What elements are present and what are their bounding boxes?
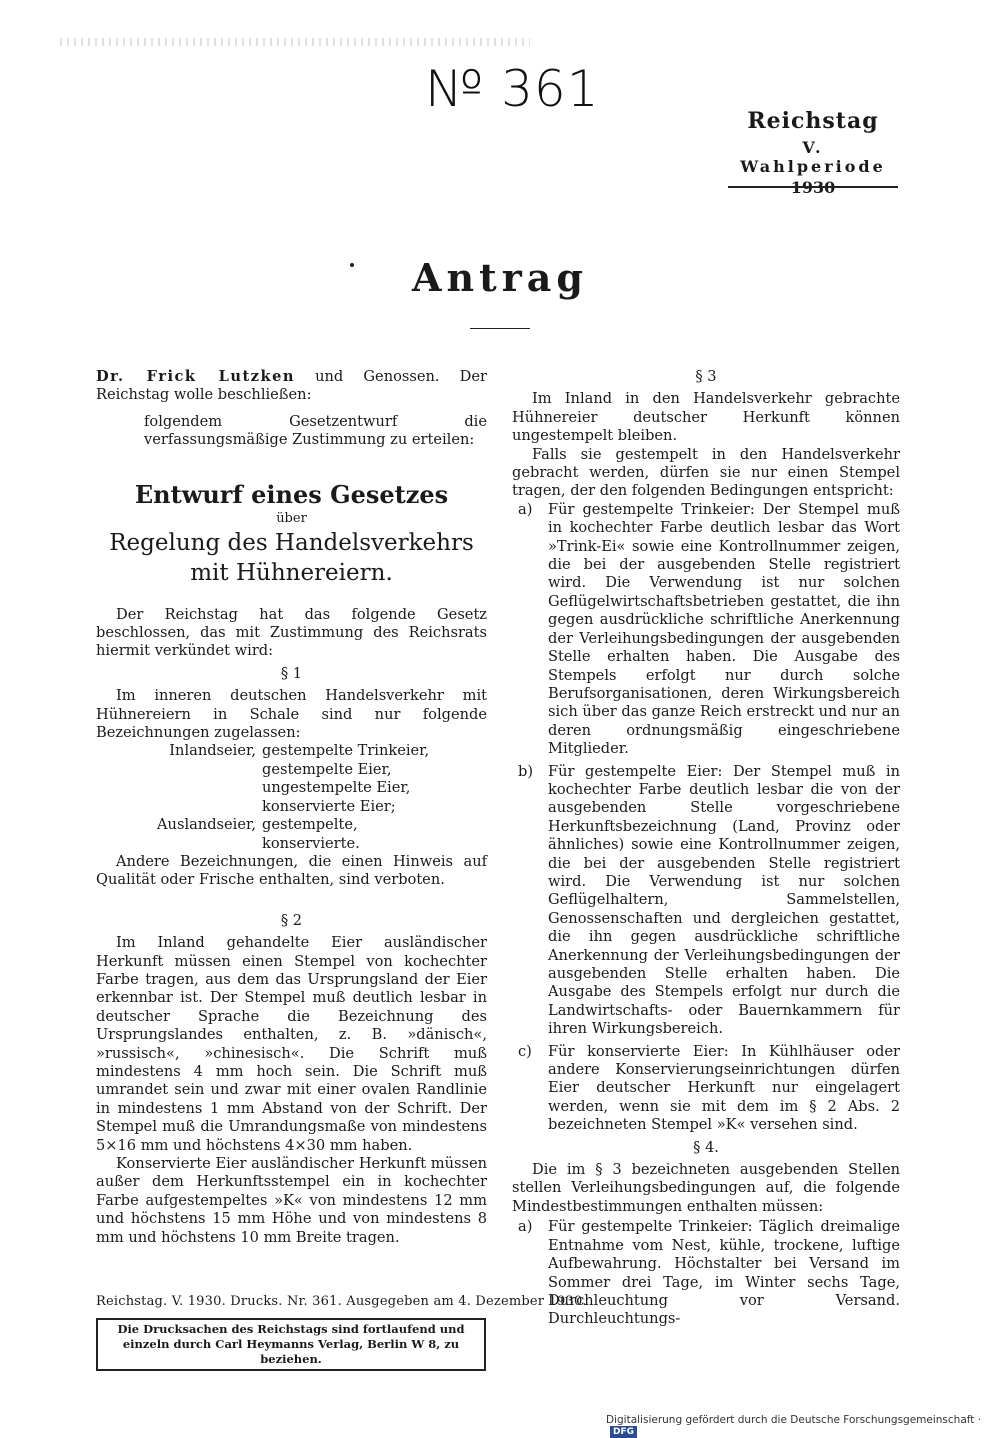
motion-clause: folgendem Gesetzentwurf die verfassungsmäßige Zustimmung zu erteilen:	[144, 412, 487, 449]
reichstag-header	[728, 108, 898, 197]
dfg-logo: DFG	[610, 1426, 637, 1438]
publisher-notice: Die Drucksachen des Reichstags sind fortlaufend und einzeln durch Carl Heymanns Verlag, Berlin W 8, zu beziehen.	[96, 1318, 486, 1371]
item-marker: b)	[518, 762, 534, 780]
designation-ausland	[96, 816, 487, 853]
motion-text: und Genossen. Der Reichstag wolle beschließen:	[96, 368, 487, 404]
header-rule	[728, 186, 898, 188]
election-period: V. Wahlperiode	[740, 138, 886, 176]
list-item	[512, 763, 900, 1039]
draft-subject: Regelung des Handelsverkehrs mit Hühnereiern.	[109, 529, 474, 586]
list-item	[512, 501, 900, 759]
print-footer: Reichstag. V. 1930. Drucks. Nr. 361. Ausgegeben am 4. Dezember 1930.	[96, 1294, 587, 1309]
item-text: Für konservierte Eier: In Kühlhäuser oder andere Konservierungseinrichtungen dürfen Eier deutscher Herkunft nur eingelagert werden, wenn sie mit dem im § 2 Abs. 2 bezeichneten Stempel »K« versehen sind.	[548, 1042, 900, 1134]
section-2-para-2: Konservierte Eier ausländischer Herkunft müssen außer dem Herkunftsstempel ein in kochechter Farbe aufgestempeltes »K« von mindestens 12 mm und höchstens 15 mm Höhe und von mindestens 8 mm und höchstens 10 mm Breite tragen.	[96, 1155, 487, 1246]
section-3-heading: § 3	[695, 368, 717, 385]
designation-value: konservierte Eier;	[262, 797, 396, 815]
left-column	[96, 368, 487, 1247]
list-item	[512, 1043, 900, 1135]
section-3-para-2: Falls sie gestempelt in den Handelsverkehr gebracht werden, dürfen sie nur einen Stempel tragen, der den folgenden Bedingungen entspricht:	[512, 445, 900, 500]
motion-paragraph	[96, 368, 487, 405]
document-title: Antrag	[412, 255, 588, 300]
designation-values	[262, 742, 487, 816]
section-1-intro: Im inneren deutschen Handelsverkehr mit Hühnereiern in Schale sind nur folgende Bezeichnungen zugelassen:	[96, 687, 487, 742]
list-item	[512, 1218, 900, 1328]
digitization-text: Digitalisierung gefördert durch die Deutsche Forschungsgemeinschaft ·	[606, 1414, 982, 1426]
document-number: № 361	[425, 60, 600, 118]
digitization-credit	[606, 1414, 1000, 1438]
designation-value: ungestempelte Eier,	[262, 779, 411, 797]
section-4-para-1: Die im § 3 bezeichneten ausgebenden Stellen stellen Verleihungsbedingungen auf, die folgende Mindestbestimmungen enthalten müssen:	[512, 1161, 900, 1215]
section-2-para-1: Im Inland gehandelte Eier ausländischer Herkunft müssen einen Stempel von kochechter Farbe tragen, aus dem das Ursprungsland der Eier erkennbar ist. Der Stempel muß deutlich lesbar in deutscher Sprache die Bezeichnung des Ursprungslandes enthalten, z. B. »dänisch«, »russisch«, »chinesisch«. Die Schrift muß mindestens 4 mm hoch sein. Die Schrift muß umrandet sein und zwar mit einer ovalen Randlinie in mindestens 1 mm Abstand von der Schrift. Der Stempel muß die Umrandungsmaße von mindestens 5×16 mm und höchstens 4×30 mm haben.	[96, 934, 487, 1154]
scan-artifact	[60, 38, 530, 46]
section-1-other: Andere Bezeichnungen, die einen Hinweis auf Qualität oder Frische enthalten, sind verboten.	[96, 852, 487, 889]
designation-value: gestempelte Eier,	[262, 760, 392, 778]
title-rule	[470, 328, 530, 329]
designation-label: Inlandseier,	[169, 742, 256, 760]
body-name: Reichstag	[747, 108, 879, 134]
section-2-heading: § 2	[280, 911, 303, 929]
designation-label: Auslandseier,	[157, 816, 256, 834]
item-text: Für gestempelte Trinkeier: Täglich dreimalige Entnahme vom Nest, kühle, trockene, luftige Aufbewahrung. Höchstalter bei Versand im Sommer drei Tage, im Winter sechs Tage, Durchleuchtung vor Versand. Durchleuchtungs-	[548, 1218, 900, 1328]
designation-value: gestempelte,	[262, 816, 358, 834]
designation-values	[262, 816, 487, 853]
item-marker: a)	[518, 500, 533, 518]
designation-value: konservierte.	[262, 834, 360, 852]
right-column	[512, 368, 900, 1329]
item-marker: c)	[518, 1042, 532, 1060]
item-marker: a)	[518, 1218, 533, 1236]
draft-ueber: über	[276, 510, 307, 526]
section-3-para-1: Im Inland in den Handelsverkehr gebrachte Hühnereier deutscher Herkunft können ungestempelt bleiben.	[512, 390, 900, 445]
designation-value: gestempelte Trinkeier,	[262, 742, 430, 760]
section-1-heading: § 1	[280, 664, 303, 682]
draft-title: Entwurf eines Gesetzes	[134, 479, 449, 509]
item-text: Für gestempelte Trinkeier: Der Stempel muß in kochechter Farbe deutlich lesbar das Wort »Trink-Ei« sowie eine Kontrollnummer zeigen, die bei der ausgebenden Stelle registriert wird. Die Verwendung ist nur solchen Geflügelwirtschaftsbetrieben gestattet, die ihn gegen ausdrückliche schriftliche Anerkennung der Verleihungsbedingungen der ausgebenden Stelle erhalten haben. Die Ausgabe des Stempels erfolgt nur durch solche Berufsorganisationen, deren Wirkungsbereich sich über das ganze Reich erstreckt und nur an deren ordnungsmäßig eingeschriebene Mitglieder.	[548, 500, 900, 758]
movers: Dr. Frick Lutzken	[96, 368, 295, 385]
enactment-clause: Der Reichstag hat das folgende Gesetz beschlossen, das mit Zustimmung des Reichsrats hiermit verkündet wird:	[96, 605, 487, 660]
designation-inland	[96, 742, 487, 816]
section-4-heading: § 4.	[693, 1138, 719, 1156]
item-text: Für gestempelte Eier: Der Stempel muß in kochechter Farbe deutlich lesbar die von der ausgebenden Stelle vorgeschriebene Herkunftsbezeichnung (Land, Provinz oder ähnliches) sowie eine Kontrollnummer zeigen, die bei der ausgebenden Stelle registriert wird. Die Verwendung ist nur solchen Geflügelhaltern, Sammelstellen, Genossenschaften und dergleichen gestattet, die ihn gegen ausdrückliche schriftliche Anerkennung der Verleihungsbedingungen der ausgebenden Stelle erhalten haben. Die Ausgabe des Stempels erfolgt nur durch die Landwirtschafts- oder Bauernkammern für ihren Wirkungsbereich.	[548, 762, 900, 1038]
